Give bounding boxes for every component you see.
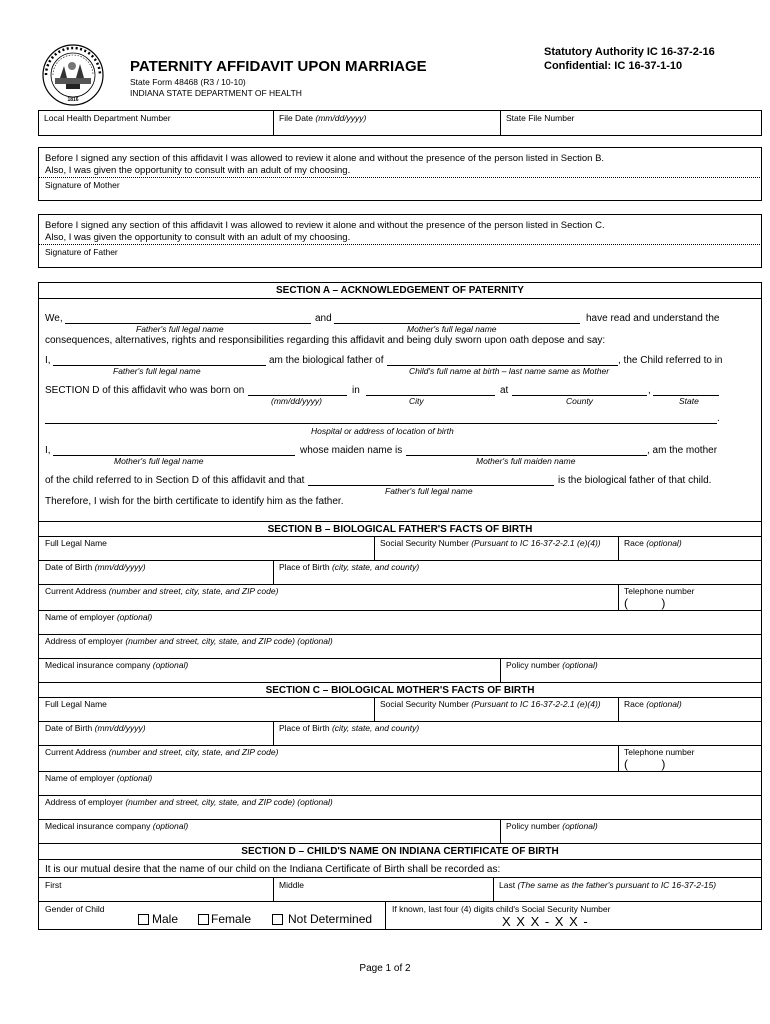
we-label: We, bbox=[45, 313, 63, 324]
fathers-name-hint-3: Father's full legal name bbox=[385, 486, 473, 496]
section-a-heading: SECTION A – ACKNOWLEDGEMENT OF PATERNITY bbox=[276, 285, 524, 296]
am-mother-label: , am the mother bbox=[647, 445, 718, 456]
statutory-authority-line: Statutory Authority IC 16-37-2-16 bbox=[544, 46, 715, 58]
mother-phone-area[interactable]: ( ) bbox=[624, 757, 666, 771]
at-label: at bbox=[500, 385, 509, 396]
section-b-heading: SECTION B – BIOLOGICAL FATHER'S FACTS OF BIRTH bbox=[267, 524, 533, 535]
childs-name-hint: Child's full name at birth – last name same as Mother bbox=[409, 366, 610, 376]
mothers-name-hint-2: Mother's full legal name bbox=[114, 456, 204, 466]
child-ssn-last-four-label: If known, last four (4) digits child's Social Security Number bbox=[392, 904, 611, 914]
mother-policy-field[interactable]: Policy number (optional) bbox=[506, 821, 598, 831]
mother-employer-field[interactable]: Name of employer (optional) bbox=[45, 773, 153, 783]
mother-address-field[interactable]: Current Address (number and street, city, state, and ZIP code) bbox=[45, 747, 279, 757]
mothers-maiden-hint: Mother's full maiden name bbox=[476, 456, 576, 466]
father-dob-field[interactable]: Date of Birth (mm/dd/yyyy) bbox=[45, 562, 146, 572]
fathers-name-hint-1: Father's full legal name bbox=[136, 324, 224, 334]
birth-city-line[interactable] bbox=[366, 395, 495, 396]
mothers-name-hint-1: Mother's full legal name bbox=[407, 324, 497, 334]
child-ssn-field[interactable]: X X X - X X - bbox=[502, 914, 589, 929]
father-signature-field[interactable]: Signature of Father bbox=[45, 247, 118, 257]
i-label-2: I, bbox=[45, 445, 51, 456]
hospital-line[interactable] bbox=[45, 423, 717, 424]
consequences-text: consequences, alternatives, rights and responsibilities regarding this affidavit and being duly sworn upon oath depose and say: bbox=[45, 335, 606, 346]
svg-text:1816: 1816 bbox=[67, 97, 79, 103]
father-telephone-field[interactable]: Telephone number bbox=[624, 586, 695, 596]
form-number: State Form 48468 (R3 / 10-10) bbox=[130, 77, 246, 87]
therefore-text: Therefore, I wish for the birth certificate to identify him as the father. bbox=[45, 496, 344, 507]
statutory-authority bbox=[544, 45, 715, 73]
child-referred-label: , the Child referred to in bbox=[618, 355, 723, 366]
father-employer-address-field[interactable]: Address of employer (number and street, city, state, and ZIP code) (optional) bbox=[45, 636, 333, 646]
mother-pob-field[interactable]: Place of Birth (city, state, and county) bbox=[279, 723, 420, 733]
section-d-heading: SECTION D – CHILD'S NAME ON INDIANA CERTIFICATE OF BIRTH bbox=[241, 846, 559, 857]
gender-of-child-label: Gender of Child bbox=[45, 904, 105, 914]
father-pob-field[interactable]: Place of Birth (city, state, and county) bbox=[279, 562, 420, 572]
local-health-dept-field[interactable]: Local Health Department Number bbox=[44, 113, 171, 123]
department-name: INDIANA STATE DEPARTMENT OF HEALTH bbox=[130, 88, 302, 98]
mother-race-field[interactable]: Race (optional) bbox=[624, 699, 682, 709]
confidential-line: Confidential: IC 16-37-1-10 bbox=[544, 60, 683, 72]
mother-telephone-field[interactable]: Telephone number bbox=[624, 747, 695, 757]
father-race-field[interactable]: Race (optional) bbox=[624, 538, 682, 548]
male-label: Male bbox=[152, 912, 179, 926]
father-employer-field[interactable]: Name of employer (optional) bbox=[45, 612, 153, 622]
mother-review-line2: Also, I was given the opportunity to consult with an adult of my choosing. bbox=[45, 165, 351, 176]
not-determined-checkbox[interactable] bbox=[272, 914, 283, 925]
mother-review-line1: Before I signed any section of this affidavit I was allowed to review it alone and without the presence of the person listed in Section B. bbox=[45, 153, 605, 164]
fathers-name-hint-2: Father's full legal name bbox=[113, 366, 201, 376]
child-middle-name-field[interactable]: Middle bbox=[279, 880, 305, 890]
child-referred-d-label: of the child referred to in Section D of this affidavit and that bbox=[45, 475, 305, 486]
section-c-heading: SECTION C – BIOLOGICAL MOTHER'S FACTS OF BIRTH bbox=[265, 685, 535, 696]
hospital-hint: Hospital or address of location of birth bbox=[311, 426, 454, 436]
female-label: Female bbox=[211, 912, 252, 926]
and-label: and bbox=[315, 313, 332, 324]
date-hint: (mm/dd/yyyy) bbox=[271, 396, 322, 406]
female-checkbox[interactable] bbox=[198, 914, 209, 925]
father-review-line1: Before I signed any section of this affidavit I was allowed to review it alone and without the presence of the person listed in Section C. bbox=[45, 220, 605, 231]
in-label: in bbox=[352, 385, 360, 396]
father-policy-field[interactable]: Policy number (optional) bbox=[506, 660, 598, 670]
father-phone-area[interactable]: ( ) bbox=[624, 596, 666, 610]
county-hint: County bbox=[566, 396, 593, 406]
father-insurance-field[interactable]: Medical insurance company (optional) bbox=[45, 660, 189, 670]
father-ssn-field[interactable]: Social Security Number (Pursuant to IC 16-37-2-2.1 (e)(4)) bbox=[380, 538, 601, 548]
i-label-1: I, bbox=[45, 355, 51, 366]
father-review-line2: Also, I was given the opportunity to consult with an adult of my choosing. bbox=[45, 232, 351, 243]
period-label: . bbox=[717, 413, 720, 424]
father-address-field[interactable]: Current Address (number and street, city, state, and ZIP code) bbox=[45, 586, 279, 596]
mother-ssn-field[interactable]: Social Security Number (Pursuant to IC 16-37-2-2.1 (e)(4)) bbox=[380, 699, 601, 709]
mother-insurance-field[interactable]: Medical insurance company (optional) bbox=[45, 821, 189, 831]
page-number: Page 1 of 2 bbox=[359, 963, 411, 974]
state-file-number-field[interactable]: State File Number bbox=[506, 113, 575, 123]
not-determined-label: Not Determined bbox=[288, 912, 373, 926]
mutual-desire-text: It is our mutual desire that the name of our child on the Indiana Certificate of Birth shall be recorded as: bbox=[45, 864, 501, 875]
father-full-legal-name-field[interactable]: Full Legal Name bbox=[45, 538, 107, 548]
form-title: PATERNITY AFFIDAVIT UPON MARRIAGE bbox=[130, 58, 427, 75]
mother-full-legal-name-field[interactable]: Full Legal Name bbox=[45, 699, 107, 709]
bio-father-of-label: am the biological father of bbox=[269, 355, 384, 366]
state-seal-icon bbox=[42, 44, 104, 106]
comma-label: , bbox=[648, 385, 651, 396]
child-last-name-field[interactable]: Last (The same as the father's pursuant to IC 16-37-2-15) bbox=[499, 880, 717, 890]
is-bio-father-label: is the biological father of that child. bbox=[558, 475, 712, 486]
file-date-field[interactable]: File Date (mm/dd/yyyy) bbox=[279, 113, 367, 123]
have-read-label: have read and understand the bbox=[586, 313, 720, 324]
male-checkbox[interactable] bbox=[138, 914, 149, 925]
mother-dob-field[interactable]: Date of Birth (mm/dd/yyyy) bbox=[45, 723, 146, 733]
maiden-name-label: whose maiden name is bbox=[300, 445, 403, 456]
mother-signature-field[interactable]: Signature of Mother bbox=[45, 180, 120, 190]
state-hint: State bbox=[679, 396, 699, 406]
city-hint: City bbox=[409, 396, 424, 406]
mother-employer-address-field[interactable]: Address of employer (number and street, city, state, and ZIP code) (optional) bbox=[45, 797, 333, 807]
section-d-born-label: SECTION D of this affidavit who was born on bbox=[45, 385, 245, 396]
child-first-name-field[interactable]: First bbox=[45, 880, 62, 890]
